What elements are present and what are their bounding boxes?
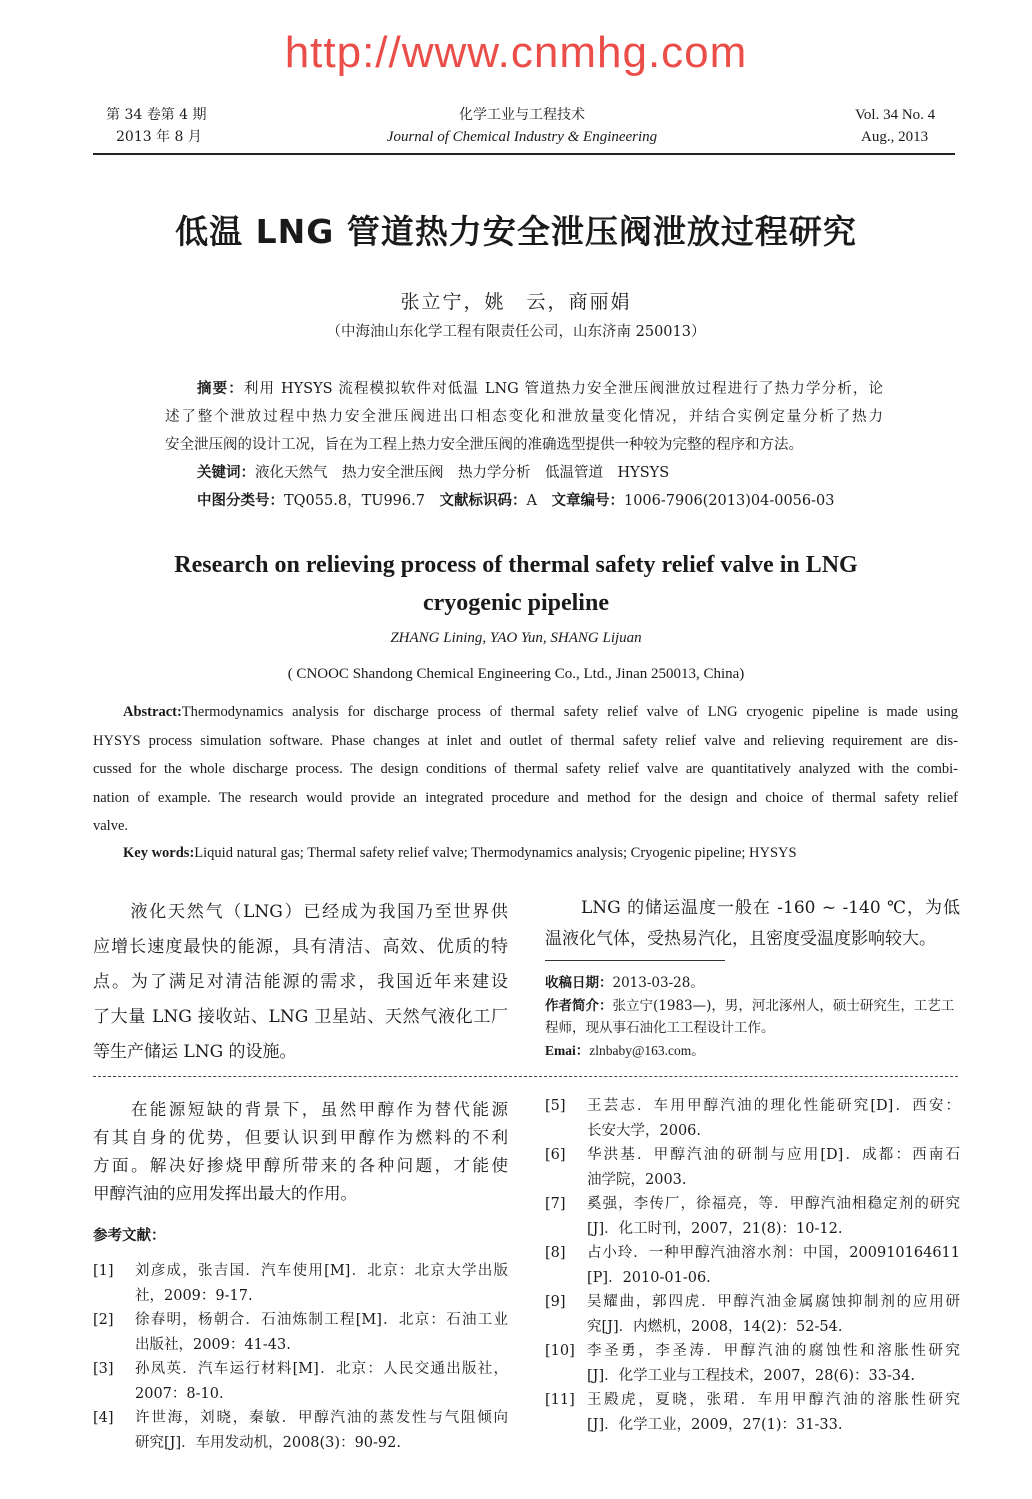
body-line: 等生产储运 LNG 的设施。	[93, 1042, 297, 1062]
reference-text	[587, 1094, 960, 1143]
abstract-line: 安全泄压阀的设计工况，旨在为工程上热力安全泄压阀的准确选型提供一种较为完整的程序和方法。	[165, 437, 803, 453]
month-year: Aug., 2013	[861, 129, 929, 145]
reference-item	[545, 1192, 960, 1241]
reference-number: [2]	[93, 1312, 114, 1328]
reference-number: [4]	[93, 1410, 114, 1426]
reference-text	[587, 1339, 960, 1388]
reference-number: [10]	[545, 1343, 575, 1359]
abstract-line: HYSYS process simulation software. Phase changes at inlet and outlet of thermal safety relief valve and relieving requirement are dis-	[93, 732, 958, 749]
reference-text	[587, 1388, 960, 1437]
author-bio: 程师，现从事石油化工工程设计工作。	[545, 1020, 775, 1036]
body-line: 点。为了满足对清洁能源的需求，我国近年来建设	[93, 972, 508, 992]
reference-item	[545, 1143, 960, 1192]
abstract-label: 摘要：	[197, 381, 244, 397]
reference-line: 长安大学，2006.	[587, 1122, 702, 1139]
vol-no: Vol. 34 No. 4	[855, 107, 936, 123]
english-title-line: Research on relieving process of thermal safety relief valve in LNG	[174, 552, 858, 578]
english-authors: ZHANG Lining, YAO Yun, SHANG Lijuan	[390, 630, 642, 646]
lower-left-paragraph	[93, 1096, 508, 1208]
reference-line: 占小玲．一种甲醇汽油溶水剂：中国，200910164611	[587, 1245, 960, 1261]
english-abstract-label: Abstract:	[123, 704, 182, 720]
footnote	[545, 972, 960, 1062]
body-right-column	[545, 893, 960, 955]
author-bio: 张立宁(1983—)，男，河北涿州人，硕士研究生，工艺工	[612, 997, 955, 1014]
reference-item	[545, 1094, 960, 1143]
date: 2013 年 8 月	[116, 129, 202, 145]
body-line: 液化天然气（LNG）已经成为我国乃至世界供	[93, 902, 508, 922]
reference-item	[93, 1357, 508, 1406]
article-value: 1006-7906(2013)04-0056-03	[623, 493, 835, 509]
reference-number: [7]	[545, 1196, 566, 1212]
reference-number: [11]	[545, 1392, 575, 1408]
class-value: TQ055.8，TU996.7	[284, 493, 425, 509]
english-affiliation: ( CNOOC Shandong Chemical Engineering Co., Ltd., Jinan 250013, China)	[287, 666, 745, 682]
dashed-divider	[93, 1076, 958, 1077]
author-bio-label: 作者简介：	[545, 997, 613, 1014]
reference-item	[93, 1308, 508, 1357]
body-line: 在能源短缺的背景下，虽然甲醇作为替代能源	[93, 1100, 508, 1119]
reference-line: [J]．化学工业，2009，27(1)：31-33.	[587, 1416, 843, 1433]
cn-abstract	[165, 375, 883, 515]
email: zlnbaby@163.com。	[589, 1042, 705, 1058]
body-line: 温液化气体，受热易汽化，且密度受温度影响较大。	[545, 929, 936, 949]
reference-text	[135, 1308, 508, 1357]
article-label: 文章编号：	[551, 493, 624, 509]
header-rule	[93, 153, 955, 155]
received-date: 2013-03-28。	[612, 975, 704, 991]
volume-issue: 第 34 卷第 4 期	[106, 107, 207, 123]
reference-line: 社，2009：9-17.	[135, 1287, 253, 1304]
reference-line: 出版社，2009：41-43.	[135, 1336, 291, 1353]
reference-item	[545, 1388, 960, 1437]
abstract-line: Thermodynamics analysis for discharge process of thermal safety relief valve of LNG cryogenic pipeline is made using	[181, 704, 958, 720]
reference-text	[587, 1192, 960, 1241]
body-line: 应增长速度最快的能源，具有清洁、高效、优质的特	[93, 937, 508, 957]
reference-line: 王芸志．车用甲醇汽油的理化性能研究[D]．西安：	[587, 1098, 960, 1114]
body-line: 了大量 LNG 接收站、LNG 卫星站、天然气液化工厂	[93, 1007, 508, 1027]
reference-number: [9]	[545, 1294, 566, 1310]
reference-line: [J]．化工时刊，2007，21(8)：10-12.	[587, 1220, 843, 1237]
keywords: 液化天然气 热力安全泄压阀 热力学分析 低温管道 HYSYS	[255, 465, 670, 481]
page-title: 低温 LNG 管道热力安全泄压阀泄放过程研究	[175, 212, 857, 251]
body-line: 方面。解决好掺烧甲醇所带来的各种问题，才能使	[93, 1156, 508, 1175]
reference-line: [J]．化学工业与工程技术，2007，28(6)：33-34.	[587, 1367, 915, 1384]
reference-text	[587, 1290, 960, 1339]
reference-item	[93, 1259, 508, 1308]
reference-line: 2007：8-10.	[135, 1385, 224, 1402]
doc-label: 文献标识码：	[439, 493, 527, 509]
references-right	[545, 1094, 960, 1437]
reference-line: 研究[J]．车用发动机，2008(3)：90-92.	[135, 1434, 401, 1451]
abstract-line: 述了整个泄放过程中热力安全泄压阀进出口相态变化和泄放量变化情况，并结合实例定量分析了热力	[165, 409, 883, 425]
class-label: 中图分类号：	[197, 493, 284, 509]
reference-line: 华洪基．甲醇汽油的研制与应用[D]．成都：西南石	[587, 1147, 960, 1163]
reference-line: 孙凤英．汽车运行材料[M]．北京：人民交通出版社，	[135, 1361, 508, 1377]
references-left	[93, 1259, 508, 1455]
affiliation: （中海油山东化学工程有限责任公司，山东济南 250013）	[326, 324, 706, 340]
abstract-line: nation of example. The research would provide an integrated procedure and method for the design and choice of thermal safety relief	[93, 789, 958, 806]
header-right	[855, 104, 935, 148]
watermark: http://www.cnmhg.com	[284, 28, 748, 77]
reference-line: 吴耀曲，郭四虎．甲醇汽油金属腐蚀抑制剂的应用研	[587, 1294, 960, 1310]
body-line: 甲醇汽油的应用发挥出最大的作用。	[93, 1184, 357, 1203]
reference-line: 油学院，2003.	[587, 1171, 687, 1188]
reference-number: [8]	[545, 1245, 566, 1261]
reference-item	[545, 1241, 960, 1290]
reference-line: 刘彦成，张吉国．汽车使用[M]．北京：北京大学出版	[135, 1263, 508, 1279]
english-title-line: cryogenic pipeline	[423, 590, 609, 616]
reference-line: 王殿虎，夏晓，张珺．车用甲醇汽油的溶胀性研究	[587, 1392, 960, 1408]
reference-number: [3]	[93, 1361, 114, 1377]
abstract-line: cussed for the whole discharge process. The design conditions of thermal safety relief valve are quantitatively analyzed with the combi-	[93, 761, 958, 777]
authors: 张立宁，姚 云，商丽娟	[400, 291, 632, 313]
keywords-label: 关键词：	[197, 465, 255, 481]
english-keywords-label: Key words:	[123, 844, 195, 861]
reference-number: [5]	[545, 1098, 566, 1114]
reference-item	[93, 1406, 508, 1455]
english-abstract	[93, 698, 958, 867]
reference-item	[545, 1290, 960, 1339]
received-label: 收稿日期：	[545, 975, 613, 991]
english-keywords: Liquid natural gas; Thermal safety relief valve; Thermodynamics analysis; Cryogenic pipeline; HYSYS	[194, 844, 797, 861]
english-title	[0, 546, 1032, 622]
reference-line: 徐春明，杨朝合．石油炼制工程[M]．北京：石油工业	[135, 1312, 508, 1328]
doc-value: A	[526, 493, 537, 509]
journal-en: Journal of Chemical Industry & Engineering	[386, 129, 658, 145]
abstract-line: 利用 HYSYS 流程模拟软件对低温 LNG 管道热力安全泄压阀泄放过程进行了热力学分析，论	[243, 381, 883, 397]
reference-text	[587, 1143, 960, 1192]
body-line: LNG 的储运温度一般在 -160 ~ -140 ℃，为低	[545, 898, 960, 918]
abstract-line: valve.	[93, 818, 129, 834]
journal-cn: 化学工业与工程技术	[459, 107, 585, 123]
reference-line: 李圣勇，李圣涛．甲醇汽油的腐蚀性和溶胀性研究	[587, 1343, 960, 1359]
reference-line: 究[J]．内燃机，2008，14(2)：52-54.	[587, 1318, 843, 1335]
references-heading: 参考文献：	[93, 1228, 166, 1244]
reference-text	[135, 1406, 508, 1455]
reference-line: 奚强，李传厂，徐福亮，等．甲醇汽油相稳定剂的研究	[587, 1196, 960, 1212]
reference-item	[545, 1339, 960, 1388]
reference-text	[587, 1241, 960, 1290]
reference-number: [1]	[93, 1263, 114, 1279]
reference-text	[135, 1259, 508, 1308]
footnote-rule	[545, 960, 725, 961]
reference-line: 许世海，刘晓，秦敏．甲醇汽油的蒸发性与气阻倾向	[135, 1410, 508, 1426]
reference-number: [6]	[545, 1147, 566, 1163]
reference-text	[135, 1357, 508, 1406]
reference-line: [P]．2010-01-06.	[587, 1269, 711, 1286]
body-left-column	[93, 895, 508, 1070]
body-line: 有其自身的优势，但要认识到甲醇作为燃料的不利	[93, 1128, 508, 1147]
email-label: Emai：	[545, 1042, 590, 1058]
